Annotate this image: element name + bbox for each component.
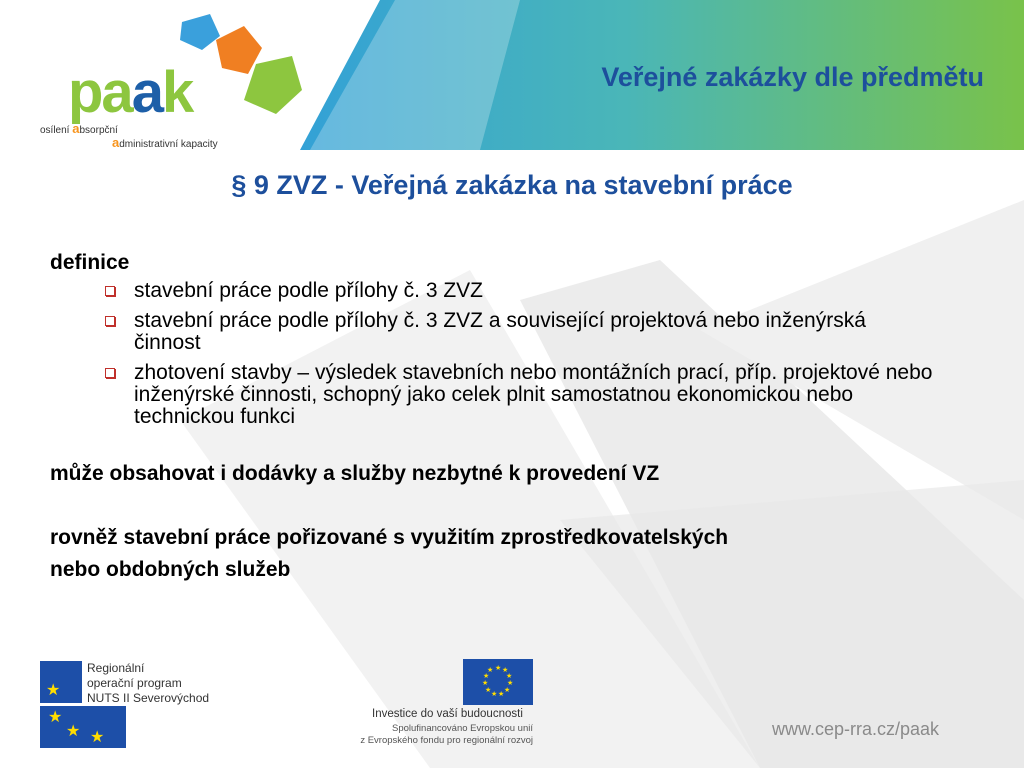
paak-logo [30,12,320,150]
checkbox-bullet-icon [105,316,115,326]
definition-list [50,280,950,428]
svg-text:★: ★ [504,686,511,694]
paragraph-services-line2: nebo obdobných služeb [50,558,291,581]
svg-text:★: ★ [506,672,513,680]
rop-label: Regionální operační program NUTS II Severovýchod [87,661,210,705]
svg-text:★: ★ [495,664,502,672]
svg-text:★: ★ [487,666,494,674]
website-url: www.cep-rra.cz/paak [772,719,940,739]
list-item: stavební práce podle přílohy č. 3 ZVZ a související projektová nebo inženýrská činnost [134,310,924,354]
svg-text:★: ★ [482,679,489,687]
svg-text:★: ★ [491,690,498,698]
list-item: stavební práce podle přílohy č. 3 ZVZ [134,280,950,302]
checkbox-bullet-icon [105,286,115,296]
investment-slogan: Investice do vaší budoucnosti [372,708,523,720]
svg-text:★: ★ [485,686,492,694]
slide-content [50,250,950,586]
svg-text:★: ★ [502,666,509,674]
header-title: Veřejné zakázky dle předmětu [601,62,984,92]
logo-wordmark: paak [68,60,193,125]
logo-subtitle-line2: administrativní kapacity [112,135,218,150]
slide-title: § 9 ZVZ - Veřejná zakázka na stavební práce [231,170,793,200]
paragraph-services-line1: rovněž stavební práce pořizované s využitím zprostředkovatelských [50,526,729,549]
rop-flag-icon-2: ★ ★ ★ [40,706,126,748]
eu-flag-icon [463,659,533,705]
rop-flag-icon: ★ [40,661,82,703]
svg-text:★: ★ [507,679,514,687]
section-heading: definice [50,251,130,274]
cofinance-note: Spolufinancováno Evropskou unií z Evropského fondu pro regionální rozvoj [360,723,533,746]
paragraph-deliveries: může obsahovat i dodávky a služby nezbytné k provedení VZ [50,462,660,485]
svg-text:★: ★ [498,690,505,698]
list-item: zhotovení stavby – výsledek stavebních nebo montážních prací, příp. projektové nebo inženýrské činnosti, schopný jako celek plnit samostatnou ekonomickou nebo technickou funkci [134,362,934,428]
svg-text:★: ★ [483,672,490,680]
logo-subtitle-line1: osílení absorpční [40,121,118,136]
checkbox-bullet-icon [105,368,115,378]
